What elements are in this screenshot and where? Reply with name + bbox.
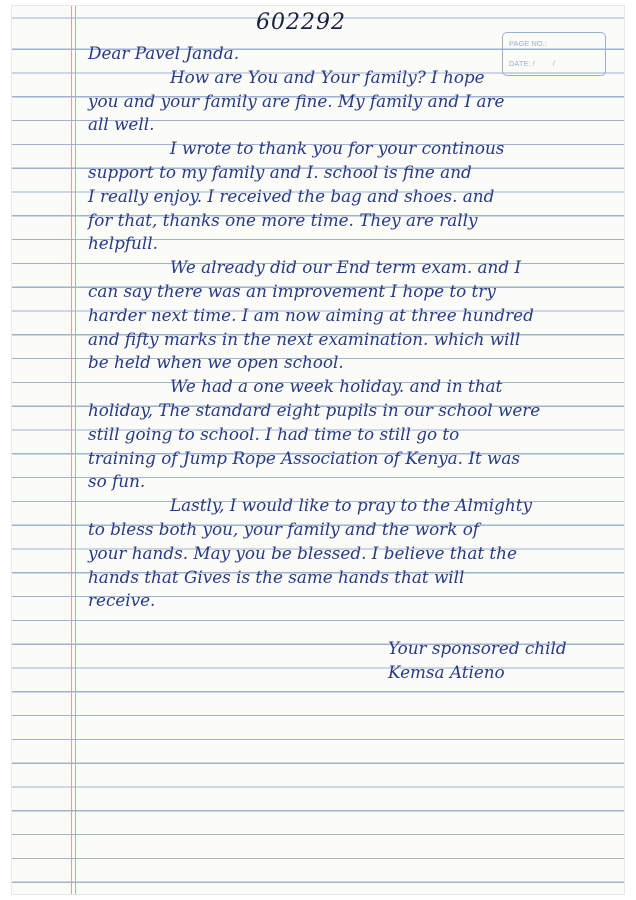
letter-line: your hands. May you be blessed. I believe that the	[88, 542, 517, 563]
letter-line: can say there was an improvement I hope to try	[88, 280, 496, 301]
paragraph-3	[88, 256, 636, 375]
letter-line: How are You and Your family? I hope	[170, 66, 485, 87]
reference-number: 602292	[256, 10, 346, 35]
closing: Your sponsored child	[388, 637, 567, 658]
letter-line: be held when we open school.	[88, 352, 344, 373]
notebook-page	[12, 6, 624, 894]
page-no-label: PAGE NO.:	[509, 39, 547, 48]
letter-line: for that, thanks one more time. They are rally	[88, 209, 478, 230]
letter-body	[88, 42, 636, 685]
signature-name: Kemsa Atieno	[388, 661, 505, 682]
letter-line: you and your family are fine. My family and I are	[88, 90, 505, 111]
margin-rule	[71, 6, 72, 894]
letter-line: I really enjoy. I received the bag and shoes. and	[88, 185, 495, 206]
letter-line: still going to school. I had time to still go to	[88, 423, 460, 444]
letter-line: Lastly, I would like to pray to the Almighty	[170, 495, 532, 516]
letter-line: We had a one week holiday. and in that	[170, 376, 503, 397]
letter-line: and fifty marks in the next examination. which will	[88, 328, 521, 349]
letter-line: receive.	[88, 590, 156, 611]
paragraph-5	[88, 494, 636, 613]
letter-line: training of Jump Rope Association of Kenya. It was	[88, 447, 521, 468]
date-slashes: / /	[532, 59, 563, 68]
date-label: DATE:	[509, 59, 531, 68]
letter-line: holiday, The standard eight pupils in our school were	[88, 399, 541, 420]
letter-line: all well.	[88, 114, 155, 135]
letter-line: hands that Gives is the same hands that will	[88, 566, 465, 587]
paragraph-2	[88, 137, 636, 256]
paragraph-4	[88, 375, 636, 494]
blank-line	[88, 613, 636, 637]
letter-line: helpfull.	[88, 233, 158, 254]
letter-line: to bless both you, your family and the work of	[88, 518, 480, 539]
letter-line: harder next time. I am now aiming at three hundred	[88, 304, 534, 325]
letter-line: I wrote to thank you for your continous	[170, 138, 505, 159]
margin-rule	[75, 6, 76, 894]
paragraph-1	[88, 66, 636, 137]
salutation: Dear Pavel Janda.	[88, 43, 240, 63]
letter-line: support to my family and I. school is fine and	[88, 161, 472, 182]
letter-line: so fun.	[88, 471, 146, 492]
letter-line: We already did our End term exam. and I	[170, 257, 522, 278]
